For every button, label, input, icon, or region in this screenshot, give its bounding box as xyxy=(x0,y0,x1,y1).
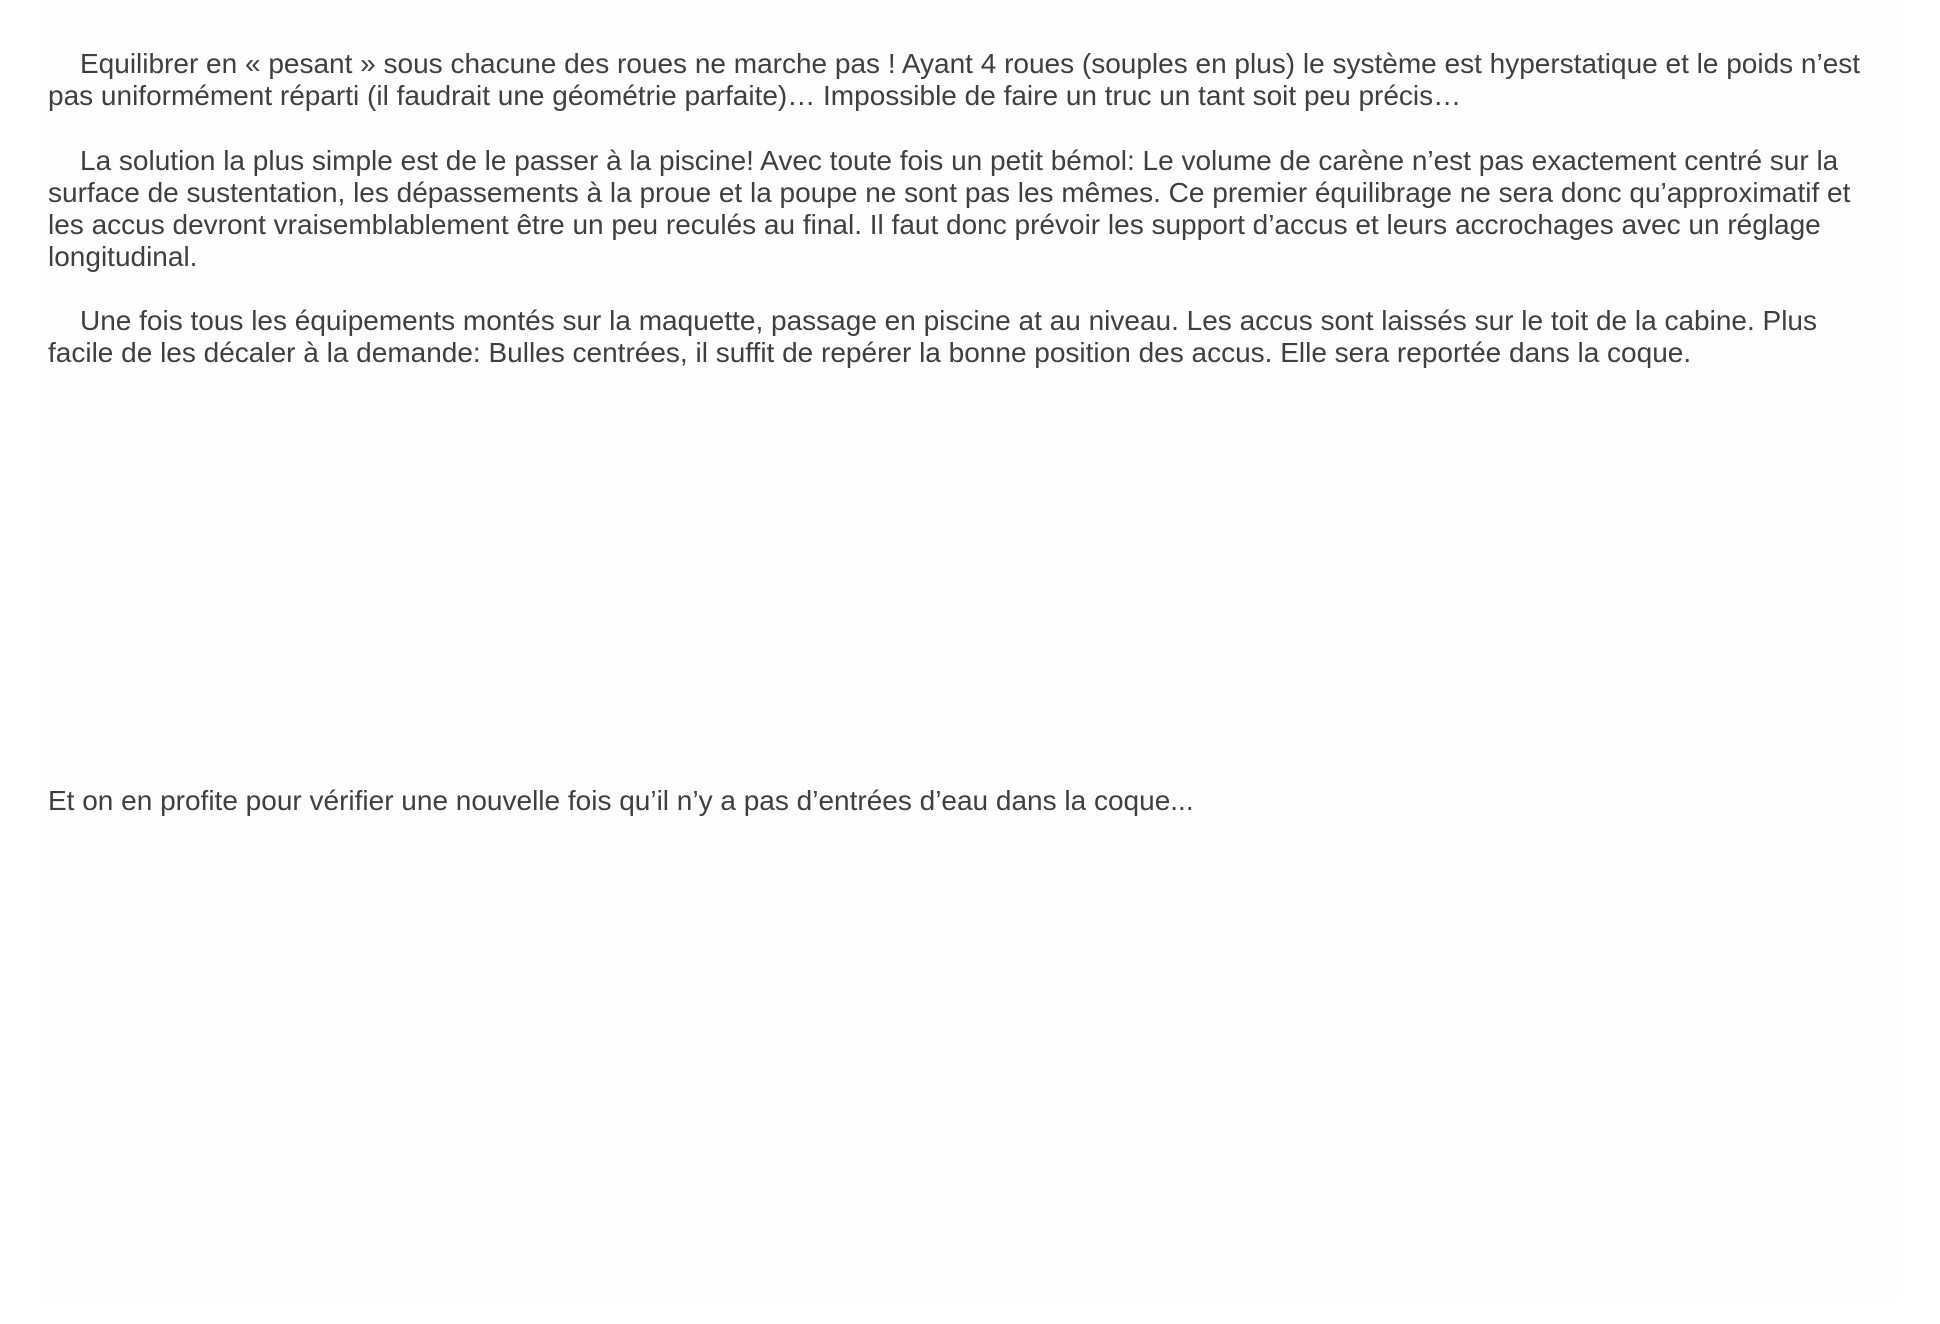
paragraph-weighing: Equilibrer en « pesant » sous chacune des roues ne marche pas ! Ayant 4 roues (souples en plus) le système est hyperstatique et le poids n’est pas uniformément réparti (il faudrait une géométrie parfaite)… Impossible de faire un truc un tant soit peu précis… xyxy=(48,48,1861,111)
paragraph-equipment-test: Une fois tous les équipements montés sur la maquette, passage en piscine at au niveau. Les accus sont laissés sur le toit de la cabine. Plus facile de les décaler à la demande: Bulles centrées, il suffit de repérer la bonne position des accus. Elle sera reportée dans la coque. xyxy=(48,305,1817,368)
paragraph-leak-check: Et on en profite pour vérifier une nouvelle fois qu’il n’y a pas d’entrées d’eau dans la coque... xyxy=(48,785,1194,816)
paragraph-pool-solution: La solution la plus simple est de le passer à la piscine! Avec toute fois un petit bémol: Le volume de carène n’est pas exactement centré sur la surface de sustentation, les dépassements à la proue et la poupe ne sont pas les mêmes. Ce premier équilibrage ne sera donc qu’approximatif et les accus devront vraisemblablement être un peu reculés au final. Il faut donc prévoir les support d’accus et leurs accrochages avec un réglage longitudinal. xyxy=(48,145,1851,272)
page-content xyxy=(38,0,1902,1300)
